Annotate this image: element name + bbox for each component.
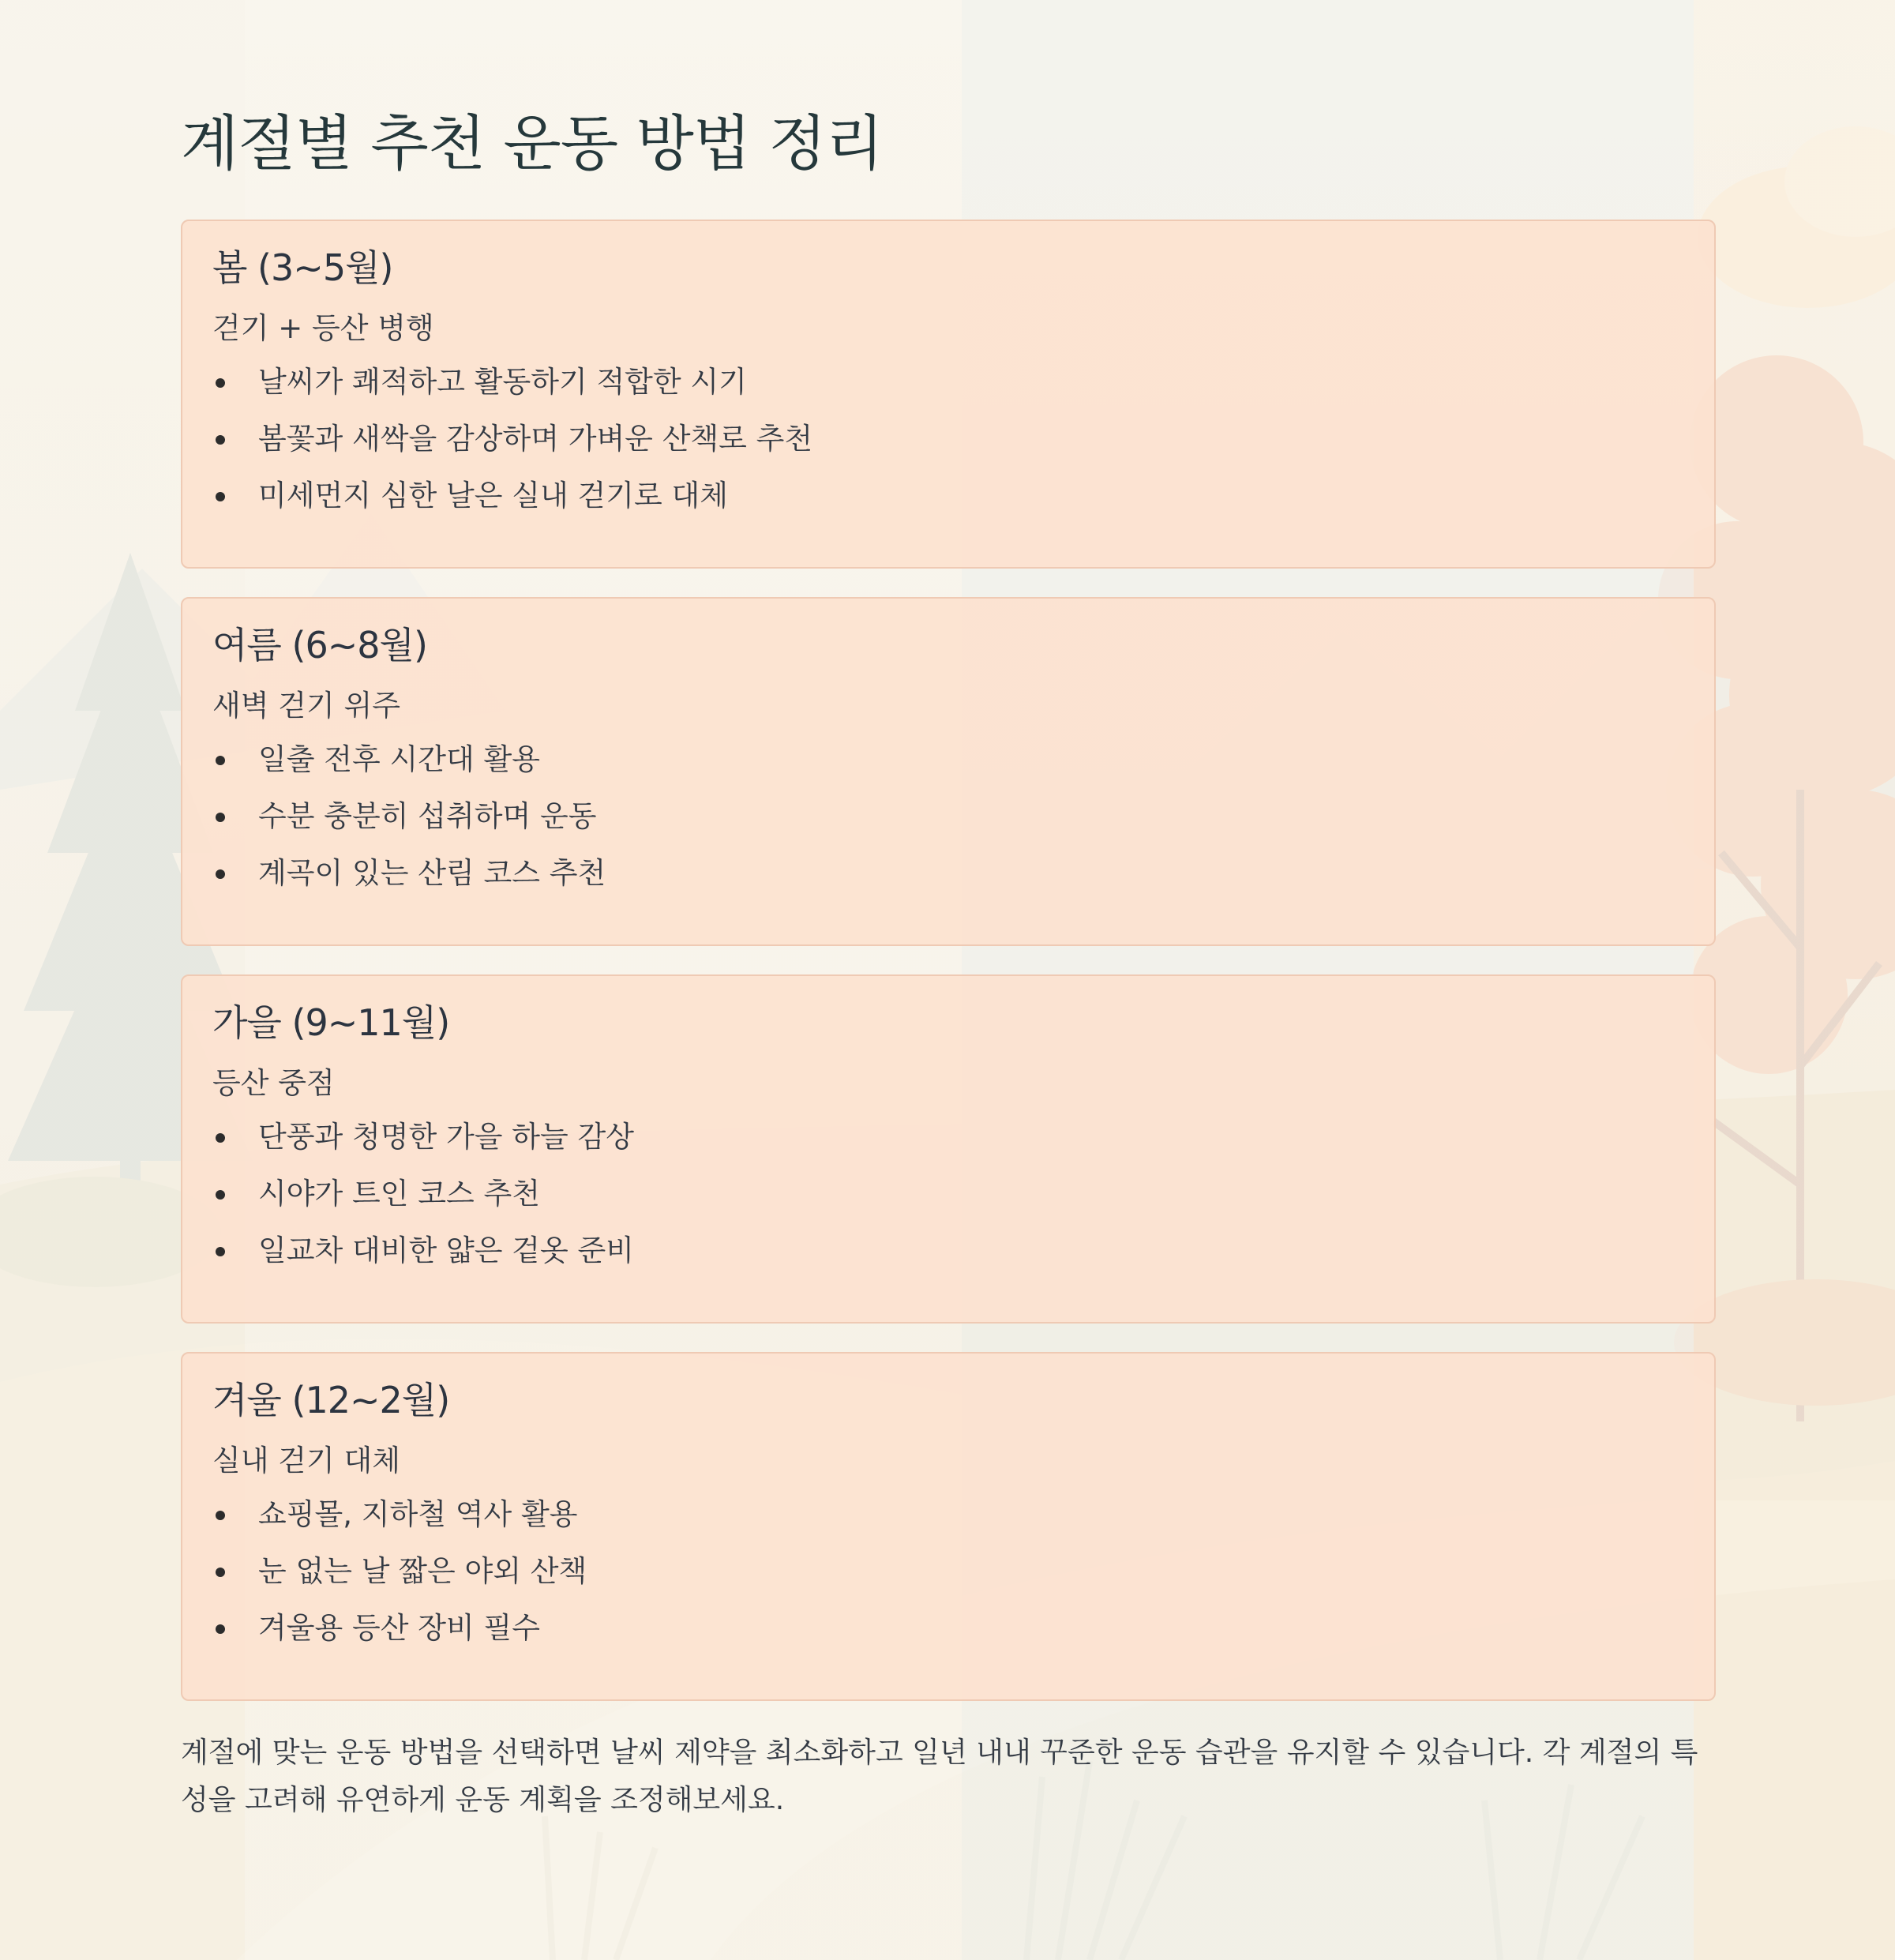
main-content [181,108,1716,1824]
bullet-icon [216,1247,225,1256]
tip-item [212,1496,1684,1534]
season-subtitle: 실내 걷기 대체 [212,1443,400,1478]
tip-text: 계곡이 있는 산림 코스 추천 [258,855,606,890]
season-card-summer [181,597,1716,946]
tip-item [212,1609,1684,1647]
tip-list [212,363,1684,515]
page-title: 계절별 추천 운동 방법 정리 [181,108,884,178]
tip-text: 미세먼지 심한 날은 실내 걷기로 대체 [258,478,728,513]
tip-text: 단풍과 청명한 가을 하늘 감상 [258,1119,634,1154]
bullet-icon [216,435,225,445]
season-title: 봄 (3~5월) [212,246,393,289]
tip-text: 일교차 대비한 얇은 겉옷 준비 [258,1233,634,1267]
tip-item [212,363,1684,401]
tip-item [212,854,1684,892]
season-subtitle: 걷기 + 등산 병행 [212,310,434,345]
season-title: 여름 (6~8월) [212,623,427,666]
tip-list [212,1496,1684,1647]
bullet-icon [216,1133,225,1143]
tip-item [212,420,1684,458]
tip-item [212,1175,1684,1213]
bullet-icon [216,813,225,822]
season-card-winter [181,1352,1716,1701]
tip-text: 시야가 트인 코스 추천 [258,1176,540,1211]
tip-list [212,741,1684,892]
tip-text: 겨울용 등산 장비 필수 [258,1610,540,1645]
summary-paragraph: 계절에 맞는 운동 방법을 선택하면 날씨 제약을 최소화하고 일년 내내 꾸준한 운동 습관을 유지할 수 있습니다. 각 계절의 특성을 고려해 유연하게 운동 계획을 조정해보세요. [181,1736,1698,1816]
tip-item [212,1118,1684,1156]
season-title: 가을 (9~11월) [212,1001,450,1044]
tip-item [212,1553,1684,1590]
bullet-icon [216,1511,225,1520]
season-card-spring [181,220,1716,569]
tip-item [212,1232,1684,1270]
season-card-autumn [181,974,1716,1324]
tip-item [212,741,1684,779]
tip-text: 봄꽃과 새싹을 감상하며 가벼운 산책로 추천 [258,421,813,456]
bullet-icon [216,1624,225,1634]
bullet-icon [216,1568,225,1577]
season-subtitle: 새벽 걷기 위주 [212,688,400,723]
season-subtitle: 등산 중점 [212,1065,335,1100]
bullet-icon [216,1190,225,1200]
tip-text: 날씨가 쾌적하고 활동하기 적합한 시기 [258,364,747,399]
tip-item [212,477,1684,515]
tip-text: 수분 충분히 섭취하며 운동 [258,798,597,833]
tip-text: 일출 전후 시간대 활용 [258,742,540,776]
tip-list [212,1118,1684,1270]
bullet-icon [216,492,225,501]
tip-text: 쇼핑몰, 지하철 역사 활용 [258,1496,578,1531]
season-title: 겨울 (12~2월) [212,1378,450,1421]
bullet-icon [216,378,225,388]
tip-item [212,798,1684,835]
tip-text: 눈 없는 날 짧은 야외 산책 [258,1553,587,1588]
bullet-icon [216,756,225,765]
bullet-icon [216,869,225,879]
